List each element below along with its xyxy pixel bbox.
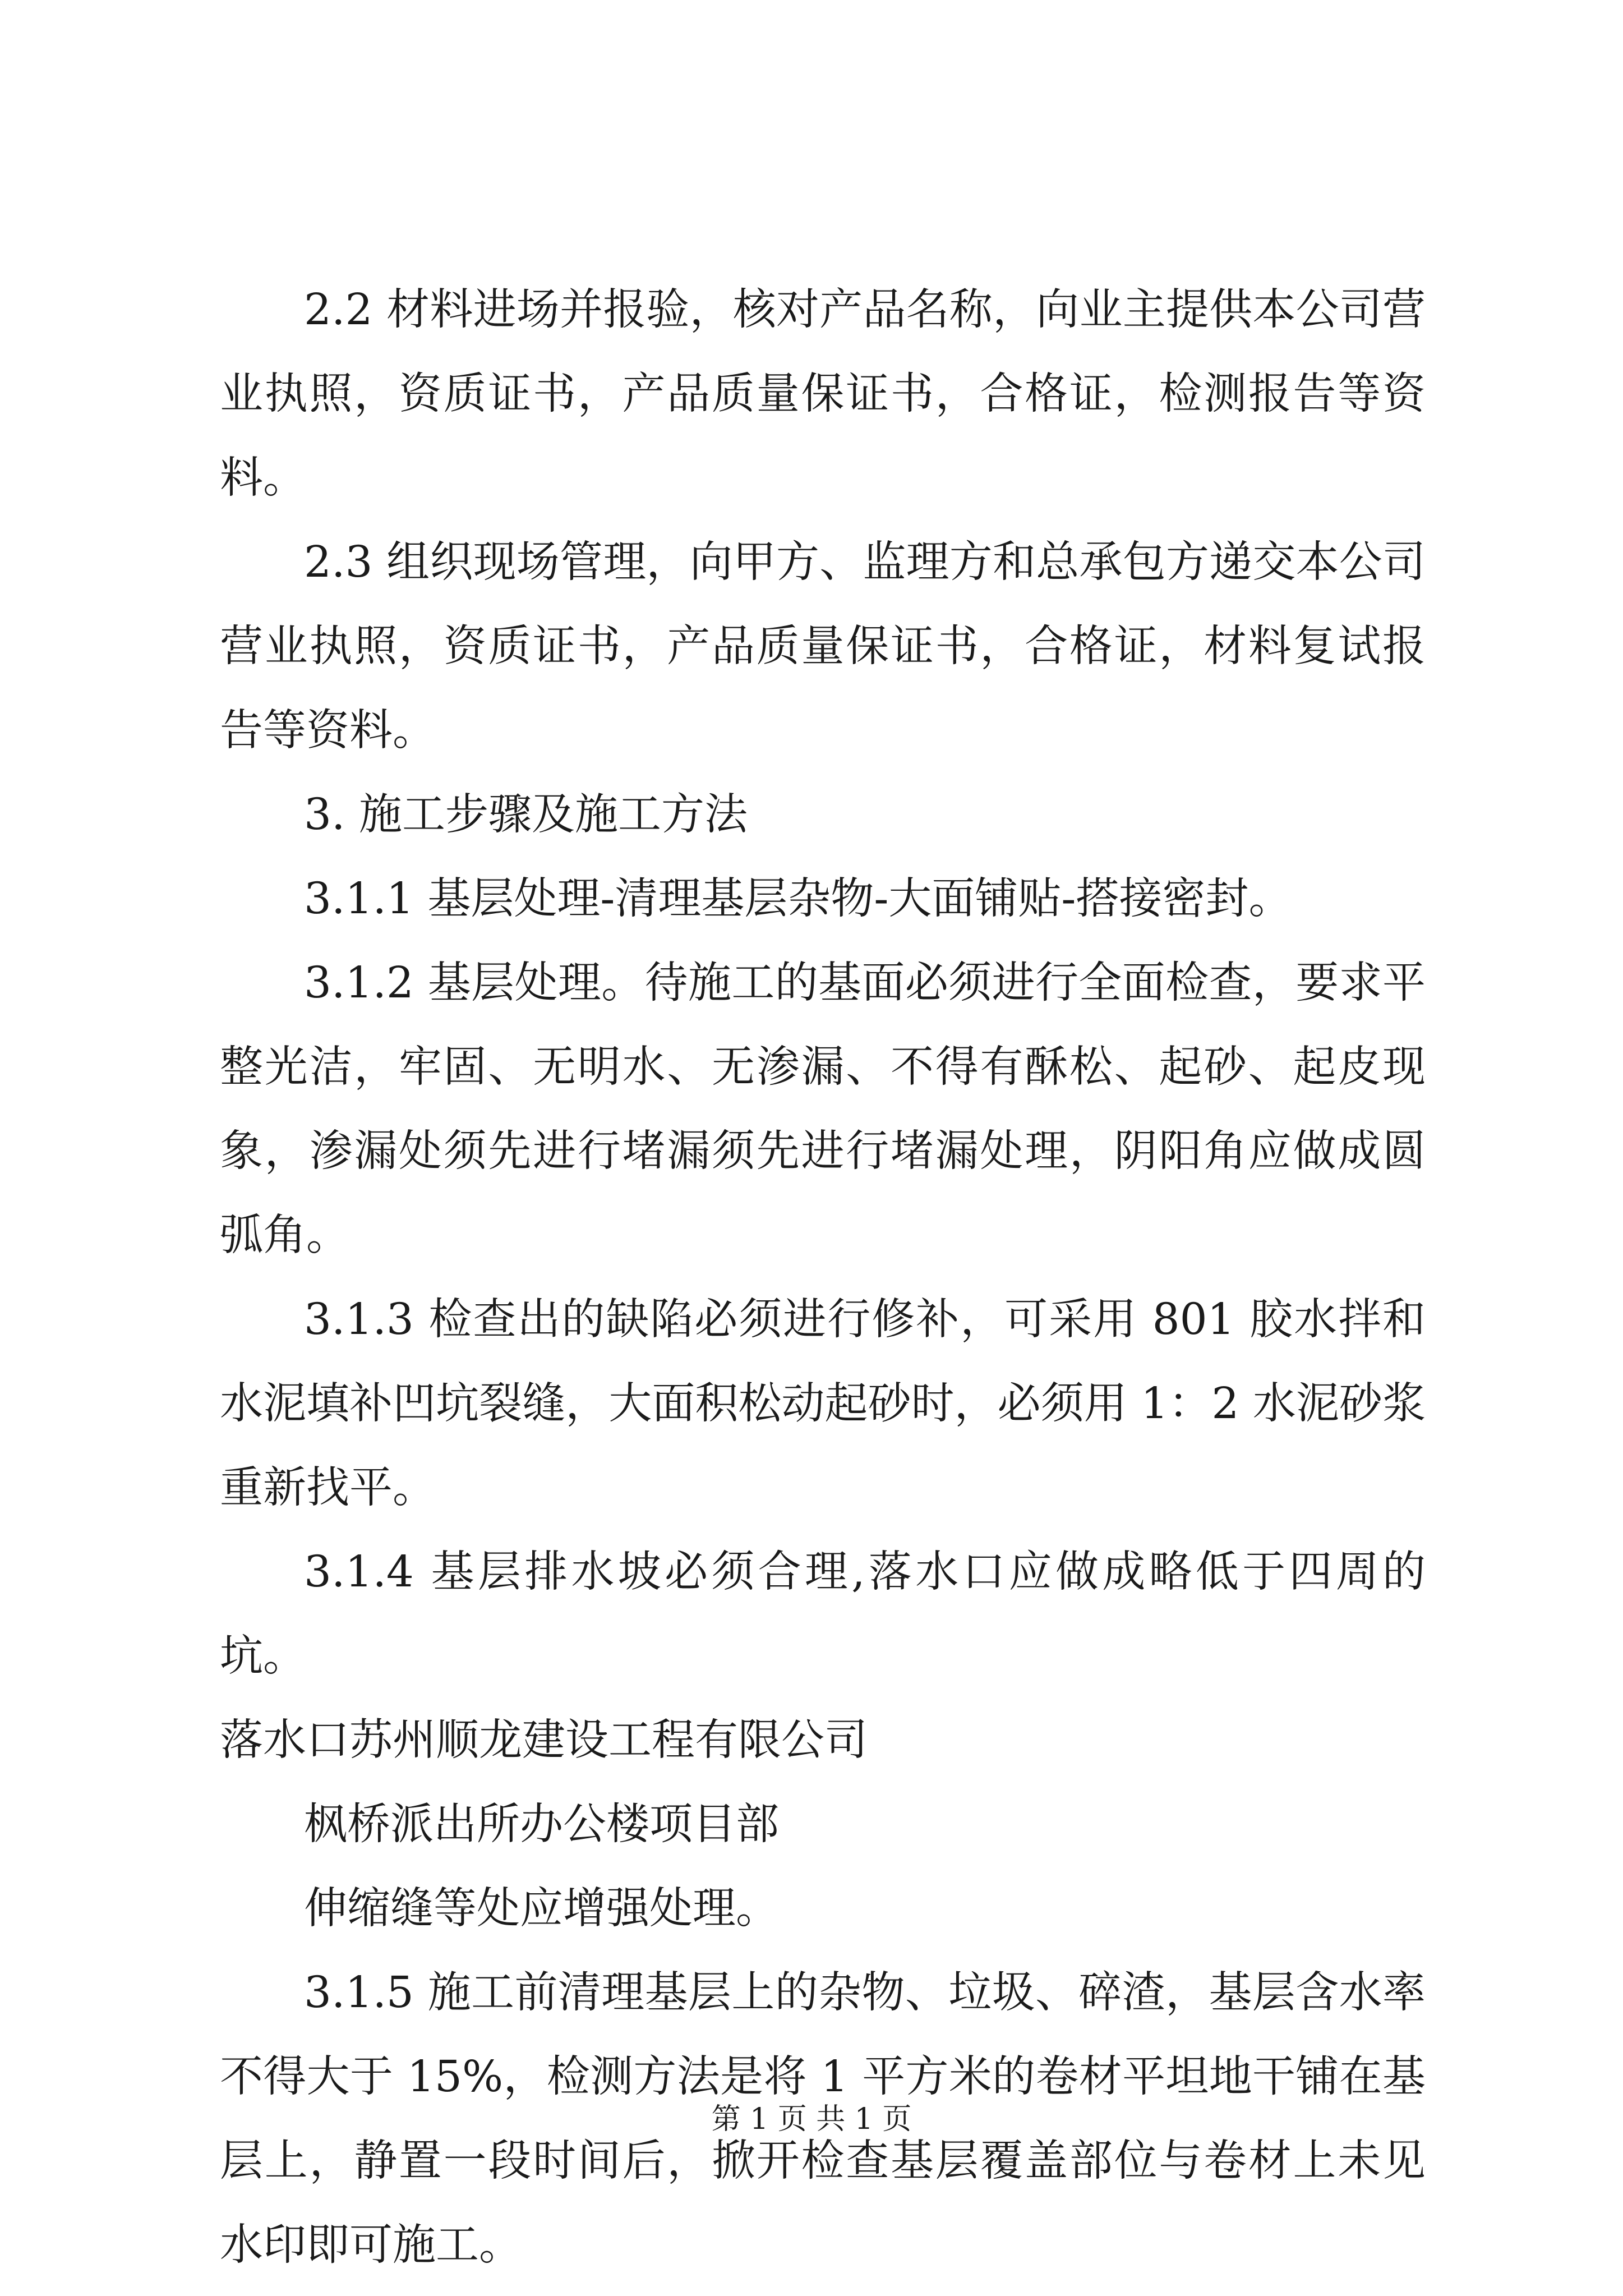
paragraph-3-1-1: 3.1.1 基层处理-清理基层杂物-大面铺贴-搭接密封。 <box>304 874 1292 924</box>
document-body <box>220 268 1426 2288</box>
page-number-text: 第 1 页 共 1 页 <box>711 2102 912 2136</box>
paragraph-2-2: 2.2 材料进场并报验，核对产品名称，向业主提供本公司营业执照，资质证书，产品质量保证书，合格证，检测报告等资料。 <box>220 285 1426 503</box>
paragraph-3-1-3: 3.1.3 检查出的缺陷必须进行修补，可采用 801 胶水拌和水泥填补凹坑裂缝，大面积松动起砂时，必须用 1：2 水泥砂浆重新找平。 <box>220 1295 1426 1513</box>
paragraph-2-3: 2.3 组织现场管理，向甲方、监理方和总承包方递交本公司营业执照，资质证书，产品质量保证书，合格证，材料复试报告等资料。 <box>220 537 1426 756</box>
paragraph-3-1-4: 3.1.4 基层排水坡必须合理,落水口应做成略低于四周的坑。 <box>220 1547 1426 1681</box>
page-footer <box>0 2097 1623 2142</box>
paragraph-company-name: 落水口苏州顺龙建设工程有限公司 <box>220 1715 868 1765</box>
paragraph-expansion-joint: 伸缩缝等处应增强处理。 <box>304 1884 779 1934</box>
paragraph-3-1-2: 3.1.2 基层处理。待施工的基面必须进行全面检查，要求平整光洁，牢固、无明水、无渗漏、不得有酥松、起砂、起皮现象，渗漏处须先进行堵漏须先进行堵漏处理，阴阳角应做成圆弧角。 <box>220 958 1426 1260</box>
paragraph-project-dept: 枫桥派出所办公楼项目部 <box>304 1800 779 1849</box>
paragraph-3-1-5: 3.1.5 施工前清理基层上的杂物、垃圾、碎渣，基层含水率不得大于 15%，检测方法是将 1 平方米的卷材平坦地干铺在基层上，静置一段时间后，掀开检查基层覆盖部位与卷材上未见水印即可施工。 <box>220 1968 1426 2270</box>
section-heading-3: 3. 施工步骤及施工方法 <box>304 790 748 840</box>
